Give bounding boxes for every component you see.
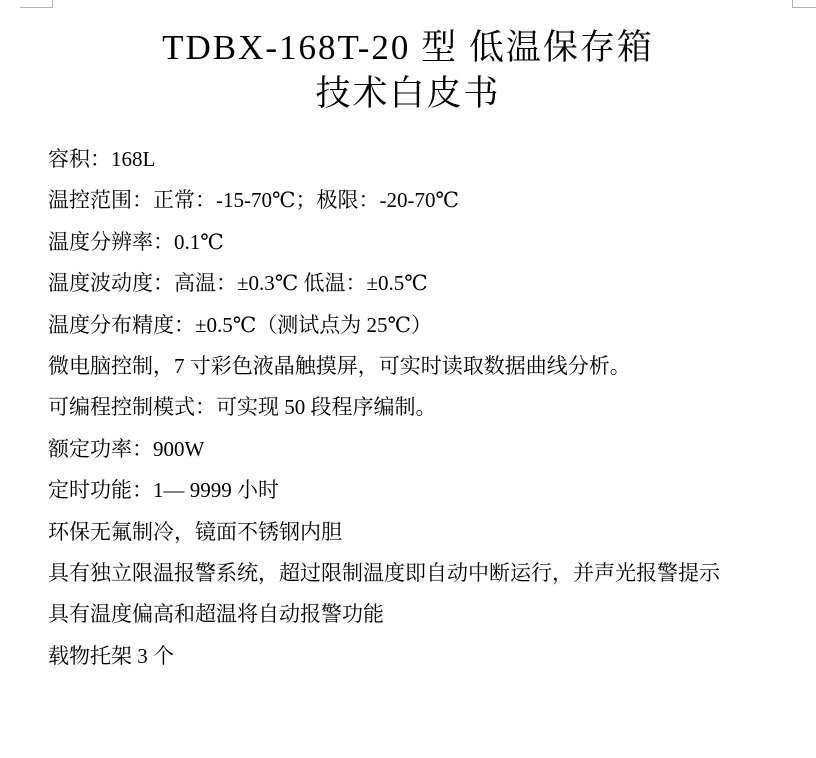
spec-line-temp-range: 温控范围：正常：-15-70℃；极限：-20-70℃ [48,188,459,213]
spec-text-area[interactable] [48,139,793,677]
spec-line-timer-function: 定时功能：1— 9999 小时 [48,478,279,503]
spec-line-controller: 微电脑控制，7 寸彩色液晶触摸屏，可实时读取数据曲线分析。 [48,354,631,379]
text-boundary-mark-top-left-v [52,0,53,8]
spec-line-temp-uniformity: 温度分布精度：±0.5℃（测试点为 25℃） [48,312,433,337]
text-boundary-mark-top-left-h [20,7,53,8]
spec-line-temp-fluctuation: 温度波动度：高温：±0.3℃ 低温：±0.5℃ [48,271,428,296]
document-title-line1: TDBX-168T-20 型 低温保存箱 [162,28,654,68]
spec-line-temp-resolution: 温度分辨率：0.1℃ [48,229,224,254]
spec-line-capacity: 容积：168L [48,147,156,171]
document-title-line2: 技术白皮书 [315,74,501,114]
spec-line-rated-power: 额定功率：900W [48,436,205,461]
spec-line-limit-alarm-system: 具有独立限温报警系统，超过限制温度即自动中断运行，并声光报警提示 [48,561,720,586]
spec-line-refrigeration-liner: 环保无氟制冷，镜面不锈钢内胆 [48,519,342,544]
document-title [0,25,816,117]
spec-line-programmable-mode: 可编程控制模式：可实现 50 段程序编制。 [48,395,437,420]
text-boundary-mark-top-right-h [792,7,816,8]
spec-line-overtemp-alarm: 具有温度偏高和超温将自动报警功能 [48,602,384,627]
spec-line-shelves: 载物托架 3 个 [48,643,174,668]
